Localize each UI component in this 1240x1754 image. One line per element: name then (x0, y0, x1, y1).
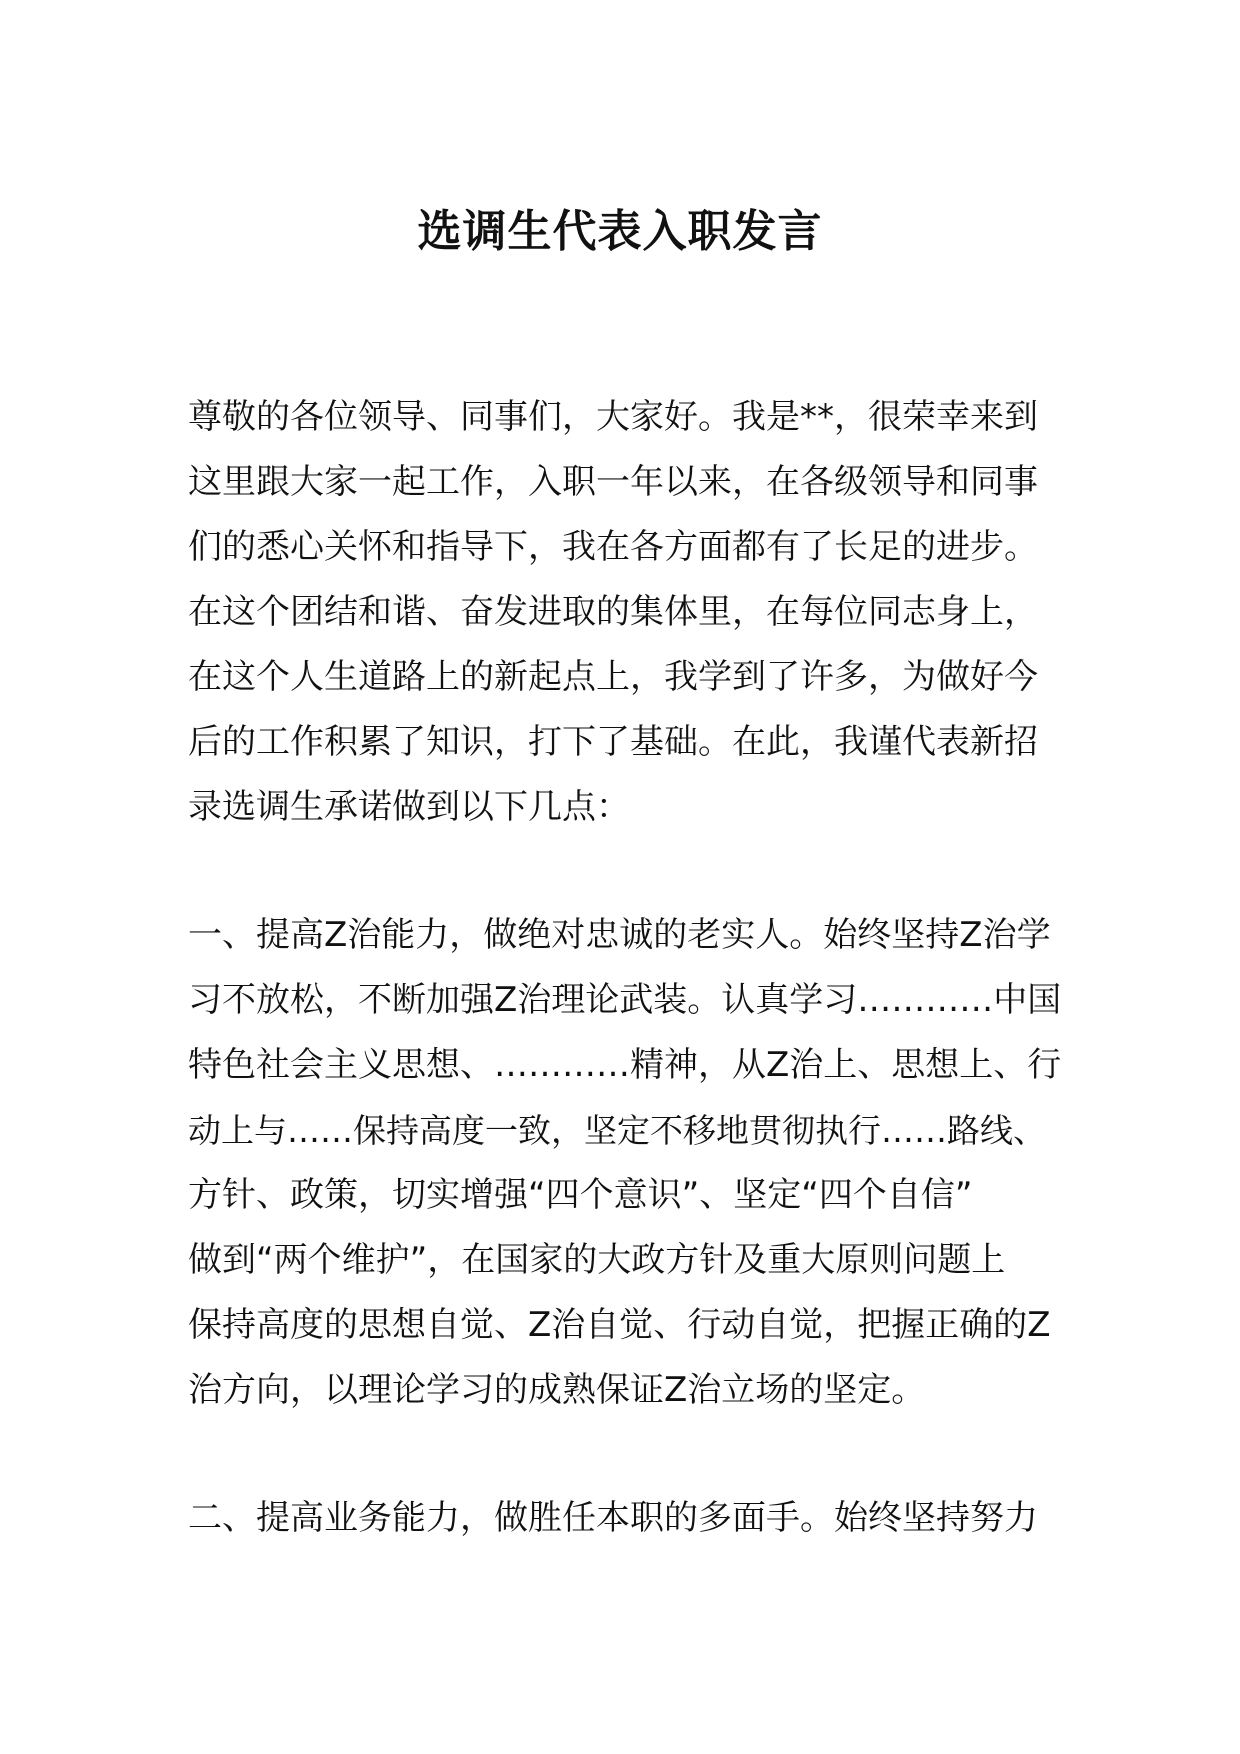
text-line: 治方向，以理论学习的成熟保证Z治立场的坚定。 (188, 1370, 926, 1410)
text-line: 一、提高Z治能力，做绝对忠诚的老实人。始终坚持Z治学 (188, 915, 1051, 955)
text-line: 们的悉心关怀和指导下，我在各方面都有了长足的进步。 (188, 527, 1038, 567)
text-line: 习不放松，不断加强Z治理论武装。认真学习…………中国 (188, 980, 1062, 1020)
document-title: 选调生代表入职发言 (417, 206, 823, 257)
paragraph-point-two (188, 1486, 1068, 1551)
text-line: 录选调生承诺做到以下几点： (188, 787, 630, 827)
text-line: 尊敬的各位领导、同事们，大家好。我是**，很荣幸来到 (188, 397, 1038, 437)
text-line: 二、提高业务能力，做胜任本职的多面手。始终坚持努力 (188, 1498, 1038, 1538)
text-line: 做到“两个维护”，在国家的大政方针及重大原则问题上 (188, 1240, 1006, 1280)
text-line: 特色社会主义思想、…………精神，从Z治上、思想上、行 (188, 1045, 1062, 1085)
text-line: 在这个团结和谐、奋发进取的集体里，在每位同志身上， (188, 592, 1038, 632)
text-line: 在这个人生道路上的新起点上，我学到了许多，为做好今 (188, 657, 1038, 697)
paragraph-point-one (188, 903, 1068, 1423)
text-line: 动上与……保持高度一致，坚定不移地贯彻执行……路线、 (188, 1111, 1046, 1150)
text-line: 保持高度的思想自觉、Z治自觉、行动自觉，把握正确的Z (188, 1305, 1051, 1345)
text-line: 后的工作积累了知识，打下了基础。在此，我谨代表新招 (188, 722, 1038, 762)
text-line: 这里跟大家一起工作，入职一年以来，在各级领导和同事 (188, 462, 1038, 502)
text-line: 方针、政策，切实增强“四个意识”、坚定“四个自信” (188, 1175, 973, 1215)
paragraph-greeting (188, 385, 1068, 840)
